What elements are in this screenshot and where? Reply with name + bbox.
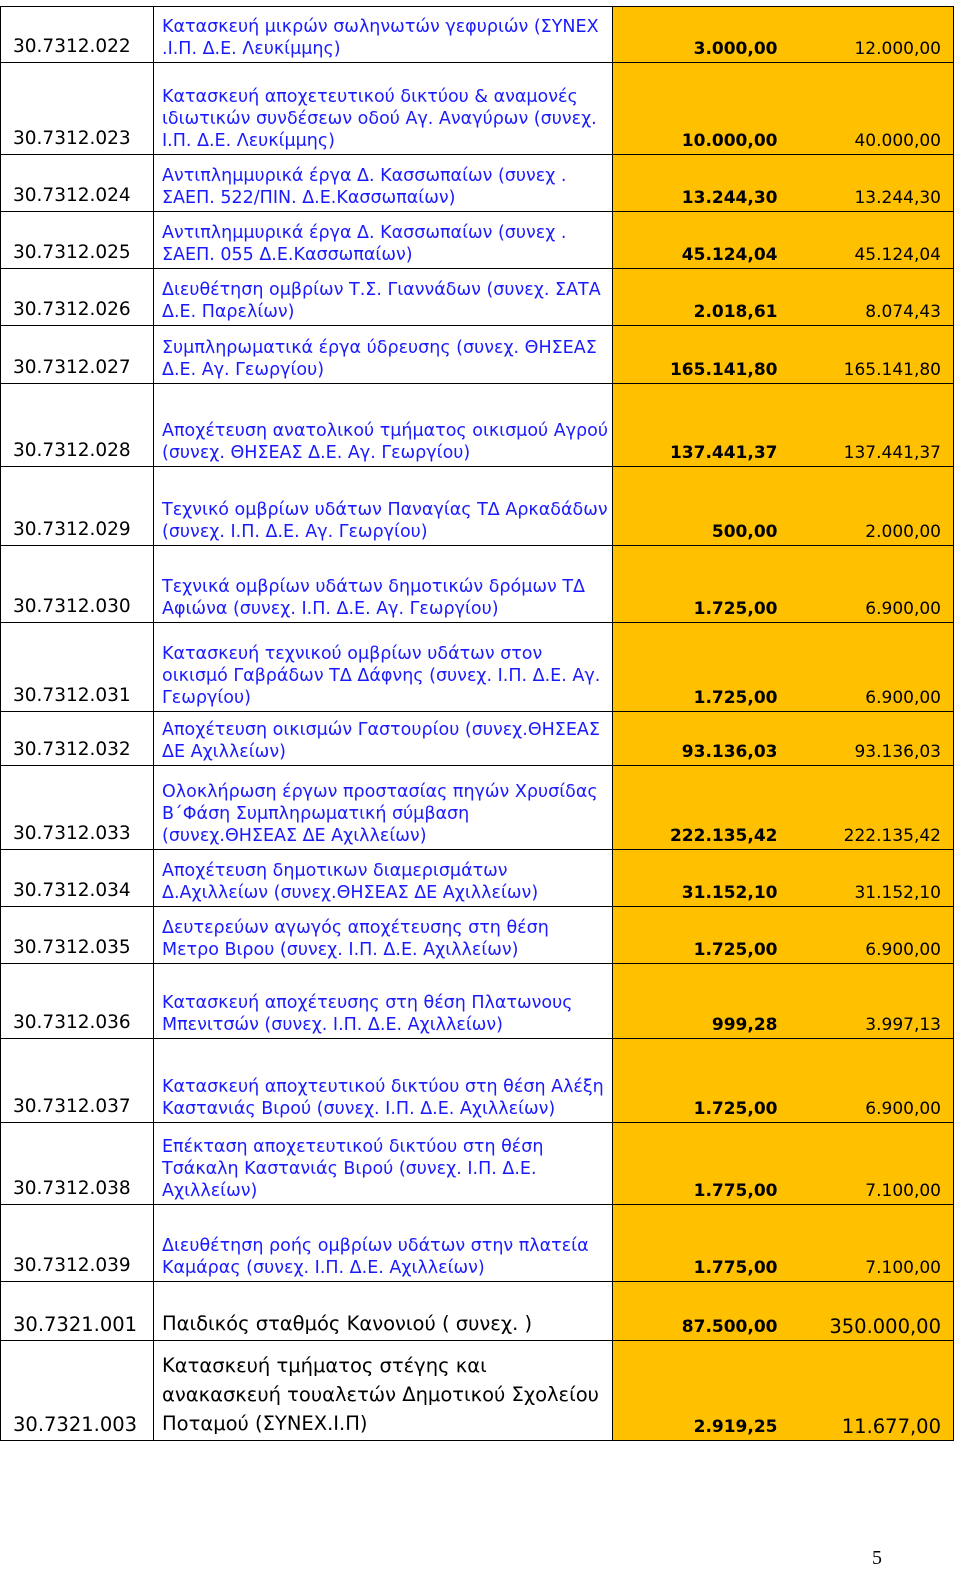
amount-total: 40.000,00 bbox=[784, 63, 954, 155]
table-row bbox=[1, 212, 954, 269]
amount-current: 1.725,00 bbox=[613, 1039, 784, 1123]
account-code: 30.7312.034 bbox=[1, 850, 154, 907]
project-description: Κατασκευή τμήματος στέγης και ανακασκευή τουαλετών Δημοτικού Σχολείου Ποταμού (ΣΥΝΕΧ.Ι.Π) bbox=[154, 1341, 613, 1441]
amount-current: 222.135,42 bbox=[613, 766, 784, 850]
amount-total: 7.100,00 bbox=[784, 1205, 954, 1282]
amount-total: 165.141,80 bbox=[784, 326, 954, 384]
amount-current: 1.725,00 bbox=[613, 907, 784, 964]
account-code: 30.7312.023 bbox=[1, 63, 154, 155]
table-row bbox=[1, 467, 954, 546]
amount-total: 11.677,00 bbox=[784, 1341, 954, 1441]
table-row bbox=[1, 766, 954, 850]
table-row bbox=[1, 155, 954, 212]
table-row bbox=[1, 850, 954, 907]
project-description: Αντιπλημμυρικά έργα Δ. Κασσωπαίων (συνεχ . ΣΑΕΠ. 055 Δ.Ε.Κασσωπαίων) bbox=[154, 212, 613, 269]
project-description: Αντιπλημμυρικά έργα Δ. Κασσωπαίων (συνεχ . ΣΑΕΠ. 522/ΠΙΝ. Δ.Ε.Κασσωπαίων) bbox=[154, 155, 613, 212]
amount-current: 87.500,00 bbox=[613, 1282, 784, 1341]
amount-total: 137.441,37 bbox=[784, 384, 954, 467]
project-description: Τεχνικό ομβρίων υδάτων Παναγίας ΤΔ Αρκαδάδων (συνεχ. Ι.Π. Δ.Ε. Αγ. Γεωργίου) bbox=[154, 467, 613, 546]
table-row bbox=[1, 1282, 954, 1341]
amount-total: 222.135,42 bbox=[784, 766, 954, 850]
project-description: Ολοκλήρωση έργων προστασίας πηγών Χρυσίδας Β΄Φάση Συμπληρωματική σύμβαση (συνεχ.ΘΗΣΕΑΣ ΔΕ Αχιλλείων) bbox=[154, 766, 613, 850]
table-row bbox=[1, 326, 954, 384]
account-code: 30.7312.028 bbox=[1, 384, 154, 467]
account-code: 30.7312.027 bbox=[1, 326, 154, 384]
amount-current: 3.000,00 bbox=[613, 7, 784, 63]
account-code: 30.7321.001 bbox=[1, 1282, 154, 1341]
amount-total: 6.900,00 bbox=[784, 546, 954, 623]
project-description: Κατασκευή αποχέτευσης στη θέση Πλατωνους Μπενιτσών (συνεχ. Ι.Π. Δ.Ε. Αχιλλείων) bbox=[154, 964, 613, 1039]
project-description: Επέκταση αποχετευτικού δικτύου στη θέση Τσάκαλη Καστανιάς Βιρού (συνεχ. Ι.Π. Δ.Ε. Αχιλλείων) bbox=[154, 1123, 613, 1205]
table-row bbox=[1, 1205, 954, 1282]
amount-total: 45.124,04 bbox=[784, 212, 954, 269]
amount-current: 1.725,00 bbox=[613, 546, 784, 623]
amount-total: 350.000,00 bbox=[784, 1282, 954, 1341]
account-code: 30.7312.033 bbox=[1, 766, 154, 850]
project-description: Συμπληρωματικά έργα ύδρευσης (συνεχ. ΘΗΣΕΑΣ Δ.Ε. Αγ. Γεωργίου) bbox=[154, 326, 613, 384]
project-description: Κατασκευή αποχτευτικού δικτύου στη θέση Αλέξη Καστανιάς Βιρού (συνεχ. Ι.Π. Δ.Ε. Αχιλλείων) bbox=[154, 1039, 613, 1123]
amount-total: 6.900,00 bbox=[784, 1039, 954, 1123]
table-row bbox=[1, 964, 954, 1039]
account-code: 30.7312.029 bbox=[1, 467, 154, 546]
account-code: 30.7312.038 bbox=[1, 1123, 154, 1205]
project-description: Παιδικός σταθμός Κανονιού ( συνεχ. ) bbox=[154, 1282, 613, 1341]
project-description: Διευθέτηση ομβρίων Τ.Σ. Γιαννάδων (συνεχ. ΣΑΤΑ Δ.Ε. Παρελίων) bbox=[154, 269, 613, 326]
table-row bbox=[1, 63, 954, 155]
amount-total: 13.244,30 bbox=[784, 155, 954, 212]
table-row bbox=[1, 1123, 954, 1205]
amount-total: 3.997,13 bbox=[784, 964, 954, 1039]
project-description: Αποχέτευση δημοτικων διαμερισμάτων Δ.Αχιλλείων (συνεχ.ΘΗΣΕΑΣ ΔΕ Αχιλλείων) bbox=[154, 850, 613, 907]
account-code: 30.7321.003 bbox=[1, 1341, 154, 1441]
project-description: Κατασκευή αποχετευτικού δικτύου & αναμονές ιδιωτικών συνδέσεων οδού Αγ. Αναγύρων (συνεχ. Ι.Π. Δ.Ε. Λευκίμμης) bbox=[154, 63, 613, 155]
table-row bbox=[1, 384, 954, 467]
account-code: 30.7312.030 bbox=[1, 546, 154, 623]
amount-current: 1.775,00 bbox=[613, 1123, 784, 1205]
budget-table bbox=[0, 6, 954, 1441]
amount-total: 2.000,00 bbox=[784, 467, 954, 546]
account-code: 30.7312.032 bbox=[1, 712, 154, 766]
amount-total: 93.136,03 bbox=[784, 712, 954, 766]
account-code: 30.7312.025 bbox=[1, 212, 154, 269]
account-code: 30.7312.022 bbox=[1, 7, 154, 63]
account-code: 30.7312.036 bbox=[1, 964, 154, 1039]
table-row bbox=[1, 1341, 954, 1441]
amount-total: 7.100,00 bbox=[784, 1123, 954, 1205]
project-description: Διευθέτηση ροής ομβρίων υδάτων στην πλατεία Καμάρας (συνεχ. Ι.Π. Δ.Ε. Αχιλλείων) bbox=[154, 1205, 613, 1282]
amount-current: 13.244,30 bbox=[613, 155, 784, 212]
amount-current: 1.725,00 bbox=[613, 623, 784, 712]
amount-current: 31.152,10 bbox=[613, 850, 784, 907]
account-code: 30.7312.037 bbox=[1, 1039, 154, 1123]
table-row bbox=[1, 546, 954, 623]
table-row bbox=[1, 7, 954, 63]
page-number: 5 bbox=[872, 1547, 882, 1569]
table-row bbox=[1, 1039, 954, 1123]
amount-total: 6.900,00 bbox=[784, 907, 954, 964]
project-description: Δευτερεύων αγωγός αποχέτευσης στη θέση Μετρο Βιρου (συνεχ. Ι.Π. Δ.Ε. Αχιλλείων) bbox=[154, 907, 613, 964]
amount-current: 1.775,00 bbox=[613, 1205, 784, 1282]
project-description: Κατασκευή μικρών σωληνωτών γεφυριών (ΣΥΝΕΧ .Ι.Π. Δ.Ε. Λευκίμμης) bbox=[154, 7, 613, 63]
amount-total: 12.000,00 bbox=[784, 7, 954, 63]
amount-current: 93.136,03 bbox=[613, 712, 784, 766]
project-description: Κατασκευή τεχνικού ομβρίων υδάτων στον οικισμό Γαβράδων ΤΔ Δάφνης (συνεχ. Ι.Π. Δ.Ε. Αγ. Γεωργίου) bbox=[154, 623, 613, 712]
amount-current: 999,28 bbox=[613, 964, 784, 1039]
amount-total: 8.074,43 bbox=[784, 269, 954, 326]
account-code: 30.7312.039 bbox=[1, 1205, 154, 1282]
table-row bbox=[1, 907, 954, 964]
amount-total: 6.900,00 bbox=[784, 623, 954, 712]
amount-current: 2.018,61 bbox=[613, 269, 784, 326]
table-row bbox=[1, 623, 954, 712]
account-code: 30.7312.024 bbox=[1, 155, 154, 212]
account-code: 30.7312.031 bbox=[1, 623, 154, 712]
amount-current: 10.000,00 bbox=[613, 63, 784, 155]
project-description: Τεχνικά ομβρίων υδάτων δημοτικών δρόμων ΤΔ Αφιώνα (συνεχ. Ι.Π. Δ.Ε. Αγ. Γεωργίου) bbox=[154, 546, 613, 623]
table-row bbox=[1, 712, 954, 766]
account-code: 30.7312.026 bbox=[1, 269, 154, 326]
project-description: Αποχέτευση ανατολικού τμήματος οικισμού Αγρού (συνεχ. ΘΗΣΕΑΣ Δ.Ε. Αγ. Γεωργίου) bbox=[154, 384, 613, 467]
amount-current: 137.441,37 bbox=[613, 384, 784, 467]
amount-current: 45.124,04 bbox=[613, 212, 784, 269]
amount-current: 500,00 bbox=[613, 467, 784, 546]
amount-total: 31.152,10 bbox=[784, 850, 954, 907]
amount-current: 2.919,25 bbox=[613, 1341, 784, 1441]
amount-current: 165.141,80 bbox=[613, 326, 784, 384]
project-description: Αποχέτευση οικισμών Γαστουρίου (συνεχ.ΘΗΣΕΑΣ ΔΕ Αχιλλείων) bbox=[154, 712, 613, 766]
account-code: 30.7312.035 bbox=[1, 907, 154, 964]
table-row bbox=[1, 269, 954, 326]
